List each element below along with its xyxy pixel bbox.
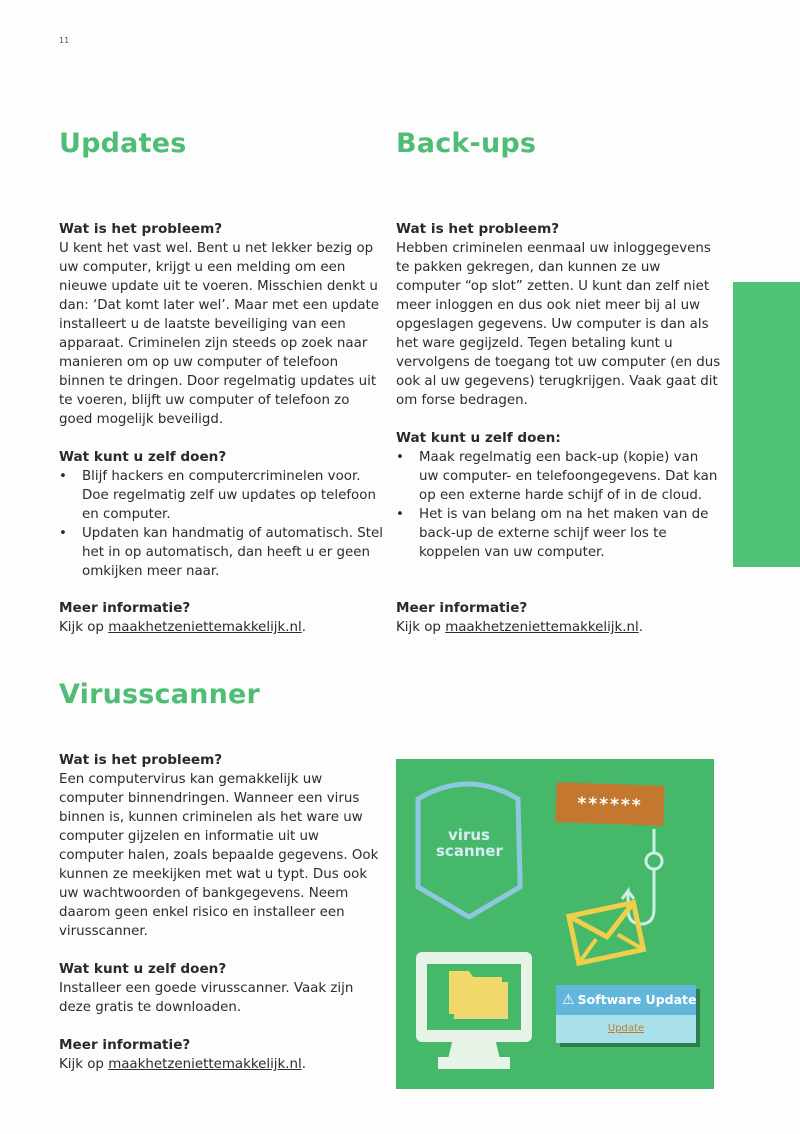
list-item: • Maak regelmatig een back-up (kopie) van uw computer- en telefoongegevens. Dat kan op een externe harde schijf of in de cloud. xyxy=(396,450,718,503)
updates-info-link[interactable]: maakhetzeniettemakkelijk.nl xyxy=(108,620,302,635)
virusscanner-title-wrap xyxy=(59,679,260,710)
virusscanner-info-link[interactable]: maakhetzeniettemakkelijk.nl xyxy=(108,1057,302,1072)
warning-triangle-icon: ⚠ xyxy=(562,992,575,1008)
backups-problem-heading: Wat is het probleem? xyxy=(396,221,560,237)
virusscanner-problem-heading: Wat is het probleem? xyxy=(59,752,223,768)
software-update-popup xyxy=(556,985,696,1043)
virusscanner-action-heading: Wat kunt u zelf doen? xyxy=(59,961,227,977)
virusscanner-problem xyxy=(59,751,384,941)
password-field: ****** xyxy=(555,782,664,826)
updates-action-list xyxy=(59,467,384,581)
security-illustration xyxy=(396,759,714,1089)
update-popup-title: Software Update xyxy=(577,992,697,1007)
folder-icon xyxy=(449,971,508,1019)
page-number: 11 xyxy=(59,36,70,45)
updates-action xyxy=(59,448,384,581)
updates-problem xyxy=(59,220,384,429)
bullet-icon: • xyxy=(396,450,404,465)
virusscanner-info-heading: Meer informatie? xyxy=(59,1037,191,1053)
updates-title-wrap xyxy=(59,128,187,159)
updates-title: Updates xyxy=(59,128,187,159)
list-item: • Het is van belang om na het maken van de back-up de externe schijf weer los te koppelen van uw computer. xyxy=(396,507,709,560)
backups-info-link[interactable]: maakhetzeniettemakkelijk.nl xyxy=(445,620,639,635)
update-popup-header xyxy=(556,985,696,1015)
backups-info: Meer informatie? Kijk op maakhetzeniettemakkelijk.nl. xyxy=(396,599,721,637)
bullet-icon: • xyxy=(59,526,67,541)
backups-title-wrap xyxy=(396,128,536,159)
virusscanner-action-text: Installeer een goede virusscanner. Vaak zijn deze gratis te downloaden. xyxy=(59,981,354,1015)
backups-action xyxy=(396,429,721,562)
hook-ring-icon xyxy=(646,853,662,869)
updates-problem-text: U kent het vast wel. Bent u net lekker bezig op uw computer, krijgt u een melding om een nieuwe update uit te voeren. Misschien denkt u dan: ‘Dat komt later wel’. Maar met een update installeert u de laatste beveiliging van een apparaat. Criminelen zijn steeds op zoek naar manieren om op uw computer of telefoon binnen te dringen. Door regelmatig updates uit te voeren, blijft uw computer of telefoon zo goed mogelijk beveiligd. xyxy=(59,241,380,427)
backups-info-heading: Meer informatie? xyxy=(396,600,528,616)
shield-label: virus scanner xyxy=(436,826,503,860)
virusscanner-info: Meer informatie? Kijk op maakhetzeniettemakkelijk.nl. xyxy=(59,1036,384,1074)
update-button[interactable]: Update xyxy=(556,1015,696,1043)
envelope-icon xyxy=(569,903,644,964)
section-tab-marker xyxy=(733,282,800,567)
list-item: • Blijf hackers en computercriminelen voor. Doe regelmatig zelf uw updates op telefoon en computer. xyxy=(59,469,376,522)
backups-problem-text: Hebben criminelen eenmaal uw inloggegevens te pakken gekregen, dan kunnen ze uw computer “op slot” zetten. U kunt dan zelf niet meer inloggen en dus ook niet meer bij al uw opgeslagen gegevens. Uw computer is dan als het ware gegijzeld. Tegen betaling kunt u vervolgens de toegang tot uw computer (en dus ook al uw gegevens) terugkrijgen. Vaak gaat dit om forse bedragen. xyxy=(396,241,721,408)
backups-action-list xyxy=(396,448,721,562)
virusscanner-action xyxy=(59,960,384,1017)
virusscanner-problem-text: Een computervirus kan gemakkelijk uw computer binnendringen. Wanneer een virus binnen is, kunnen criminelen als het ware uw computer gijzelen en informatie uit uw computer halen, zoals bepaalde gegevens. Ook kunnen ze meekijken met wat u typt. Dus ook uw wachtwoorden of bankgegevens. Neem daarom geen enkel risico en installeer een virusscanner. xyxy=(59,772,379,939)
updates-info: Meer informatie? Kijk op maakhetzeniettemakkelijk.nl. xyxy=(59,599,384,637)
virusscanner-title: Virusscanner xyxy=(59,679,261,710)
backups-title: Back-ups xyxy=(396,128,537,159)
list-item: • Updaten kan handmatig of automatisch. Stel het in op automatisch, dan heeft u er geen omkijken meer naar. xyxy=(59,526,383,579)
updates-info-heading: Meer informatie? xyxy=(59,600,191,616)
bullet-icon: • xyxy=(59,469,67,484)
backups-action-heading: Wat kunt u zelf doen: xyxy=(396,430,561,446)
updates-problem-heading: Wat is het probleem? xyxy=(59,221,223,237)
backups-problem xyxy=(396,220,721,410)
bullet-icon: • xyxy=(396,507,404,522)
updates-action-heading: Wat kunt u zelf doen? xyxy=(59,449,227,465)
